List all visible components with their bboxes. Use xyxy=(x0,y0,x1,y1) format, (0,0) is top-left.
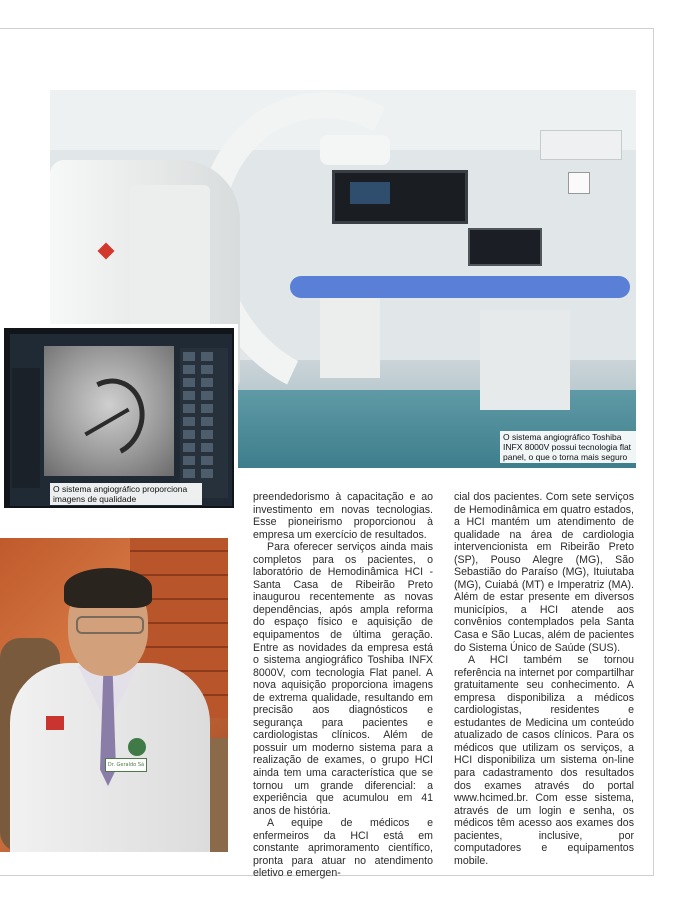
surgical-lamp xyxy=(320,135,390,165)
patient-table xyxy=(290,276,630,298)
control-panel xyxy=(180,348,228,498)
paragraph: A HCI também se tornou referência na internet por compartilhar gratuitamente seu conhecimento. A empresa disponibiliza a médicos cardiologistas, residentes e estudantes de Medicina um conteúdo atualizado de casos clínicos. Para os médicos que utilizam os serviços, a HCI disponibiliza um sistema on-line para cadastramento dos resultados dos exames através do portal www.hcimed.br. Com esse sistema, através de um login e senha, os médicos têm acesso aos exames dos pacientes, inclusive, por computadores e equipamentos mobile. xyxy=(454,654,634,867)
hci-logo-icon xyxy=(128,738,146,756)
wall-clock-icon xyxy=(568,172,590,194)
paragraph: cial dos pacientes. Com sete serviços de Hemodinâmica em quatro estados, a HCI mantém um atendimento de qualidade na área de cardiologia intervencionista em Ribeirão Preto (SP), Pouso Alegre (MG), São Sebastião do Paraíso (MG), Ituiutaba (MG), Cuiabá (MT) e Imperatriz (MA). Além de estar presente em diversos municípios, a HCI atende aos convênios contemplados pela Santa Casa e São Lucas, além de pacientes do Sistema Único de Saúde (SUS). xyxy=(454,491,634,654)
main-photo-caption: O sistema angiográfico Toshiba INFX 8000V possui tecnologia flat panel, o que o torna mais seguro xyxy=(500,431,640,463)
side-monitors xyxy=(468,228,542,266)
paragraph: A equipe de médicos e enfermeiros da HCI está em constante aprimoramento científico, pronta para atuar no atendimento eletivo e emergen- xyxy=(253,817,433,880)
inset-photo-caption: O sistema angiográfico proporciona imagens de qualidade xyxy=(50,483,202,505)
glasses-icon xyxy=(76,616,144,634)
text-column-1 xyxy=(253,491,433,880)
doctor-portrait-photo xyxy=(0,538,228,852)
paragraph: preendedorismo à capacitação e ao investimento em novas tecnologias. Esse pioneirismo proporcionou à empresa um exercício de resultados. xyxy=(253,491,433,541)
text-column-2 xyxy=(454,491,634,867)
santa-casa-logo-icon xyxy=(46,716,64,730)
air-conditioner xyxy=(540,130,622,160)
name-badge: Dr. Geraldo Sá xyxy=(105,758,147,772)
paragraph: Para oferecer serviços ainda mais completos para os pacientes, o laboratório de Hemodinâmica HCI - Santa Casa de Ribeirão Preto inaugurou recentemente as novas dependências, após ampla reforma do espaço físico e aquisição de equipamentos de última geração. Entre as novidades da empresa está o sistema angiográfico Toshiba INFX 8000V, com tecnologia Flat panel. A nova aquisição proporciona imagens de extrema qualidade, resultando em precisão aos diagnósticos e segurança para pacientes e cardiologistas clínicos. Além de possuir um moderno sistema para a realização de exames, o grupo HCI ainda tem uma característica que se tornou um grande diferencial: a experiência que acumulou em 41 anos de história. xyxy=(253,541,433,817)
